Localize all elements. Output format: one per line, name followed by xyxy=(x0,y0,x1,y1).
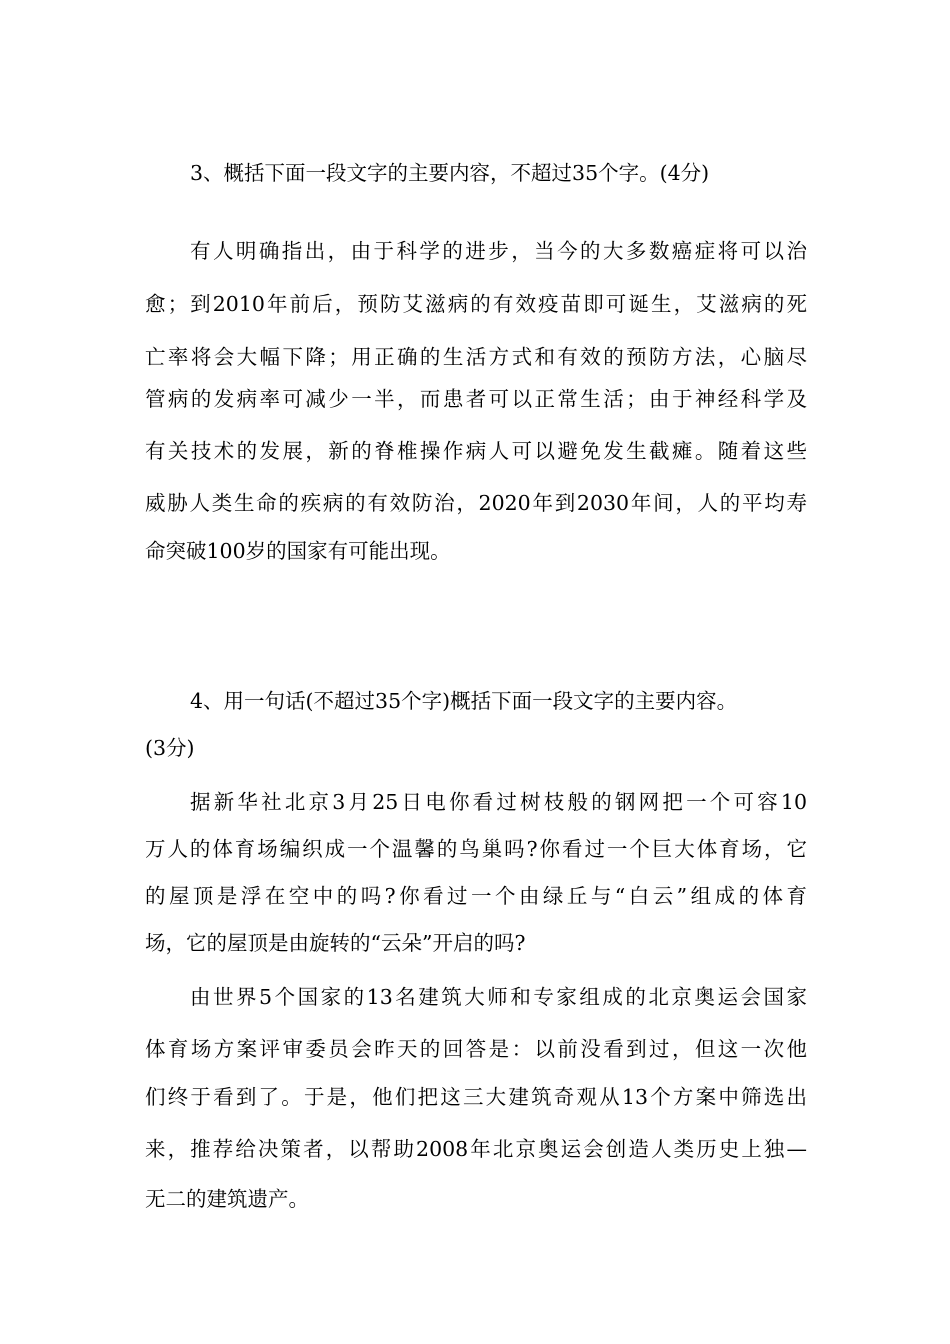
q4-paragraph-1-line: 据新华社北京3月25日电你看过树枝般的钢网把一个可容10 xyxy=(190,790,807,814)
q4-paragraph-1-line: 的屋顶是浮在空中的吗?你看过一个由绿丘与“白云”组成的体育 xyxy=(145,884,807,908)
q3-passage-line: 威胁人类生命的疾病的有效防治，2020年到2030年间，人的平均寿 xyxy=(145,491,807,515)
q4-paragraph-1-line: 场，它的屋顶是由旋转的“云朵”开启的吗? xyxy=(145,931,526,955)
q4-paragraph-1-line: 万人的体育场编织成一个温馨的鸟巢吗?你看过一个巨大体育场，它 xyxy=(145,837,807,861)
q4-paragraph-2-line: 们终于看到了。于是，他们把这三大建筑奇观从13个方案中筛选出 xyxy=(145,1085,807,1109)
q3-passage-line: 愈；到2010年前后，预防艾滋病的有效疫苗即可诞生，艾滋病的死 xyxy=(145,292,807,316)
question-4-prompt: 4、用一句话(不超过35个字)概括下面一段文字的主要内容。 xyxy=(190,689,738,713)
q3-passage-line: 有关技术的发展，新的脊椎操作病人可以避免发生截瘫。随着这些 xyxy=(145,439,807,463)
q3-passage-line: 命突破100岁的国家有可能出现。 xyxy=(145,539,451,563)
q3-passage-line: 亡率将会大幅下降；用正确的生活方式和有效的预防方法，心脑尽 xyxy=(145,345,807,369)
question-3-prompt: 3、概括下面一段文字的主要内容，不超过35个字。(4分) xyxy=(190,161,710,185)
q3-passage-line: 有人明确指出，由于科学的进步，当今的大多数癌症将可以治 xyxy=(190,239,807,263)
question-4-prompt-score: (3分) xyxy=(145,736,195,760)
q4-paragraph-2-line: 体育场方案评审委员会昨天的回答是：以前没看到过，但这一次他 xyxy=(145,1037,807,1061)
q3-passage-line: 管病的发病率可减少一半，而患者可以正常生活；由于神经科学及 xyxy=(145,387,807,411)
q4-paragraph-2-line: 由世界5个国家的13名建筑大师和专家组成的北京奥运会国家 xyxy=(190,985,807,1009)
q4-paragraph-2-line: 无二的建筑遗产。 xyxy=(145,1187,309,1211)
q4-paragraph-2-line: 来，推荐给决策者，以帮助2008年北京奥运会创造人类历史上独— xyxy=(145,1137,807,1161)
